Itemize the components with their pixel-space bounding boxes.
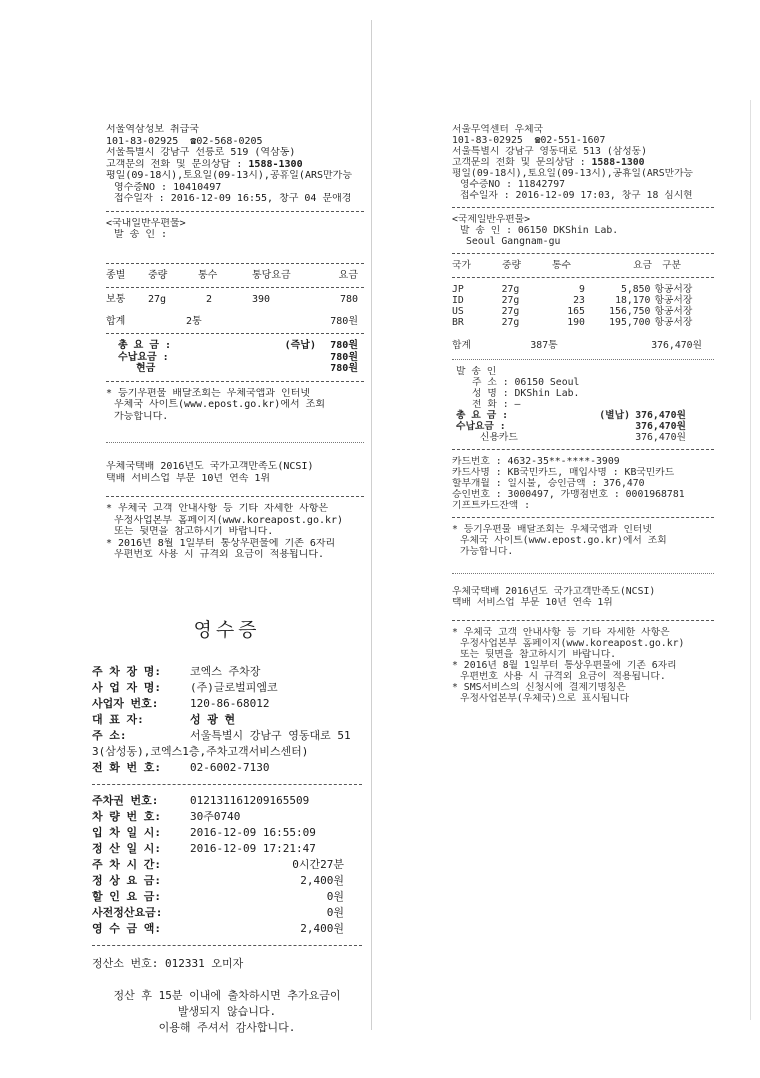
mail-type: <국제일반우편물> bbox=[452, 214, 531, 225]
ncsi-award-text: 택배 서비스업 부문 10년 연속 1위 bbox=[452, 597, 613, 608]
divider bbox=[452, 573, 714, 574]
total-row: 총 요 금 : (별납) 376,470원 bbox=[456, 410, 686, 421]
notice-text: 우체국 사이트(www.epost.go.kr)에서 조회 bbox=[460, 535, 667, 546]
sender-line: 발 송 인 : bbox=[114, 229, 168, 240]
sender-city: Seoul Gangnam-gu bbox=[466, 236, 561, 247]
sender-line: 발 송 인 : 06150 DKShin Lab. bbox=[460, 225, 619, 236]
discount-row: 할 인 요 금: 0원 bbox=[92, 890, 344, 903]
received-row: 수납요금 : 376,470원 bbox=[456, 421, 686, 432]
phone-row: 전 화 번 호: 02-6002-7130 bbox=[92, 761, 270, 774]
notice-text: 정산 후 15분 이내에 출차하시면 추가요금이 bbox=[113, 989, 341, 1002]
notice-text: * 우체국 고객 안내사항 등 기타 자세한 사항은 bbox=[452, 627, 670, 638]
notice-text: 발생되지 않습니다. bbox=[177, 1005, 277, 1018]
receipt-date: 접수일자 : 2016-12-09 17:03, 창구 18 심시현 bbox=[460, 190, 693, 201]
parking-lot-row: 주 차 장 명: 코엑스 주차장 bbox=[92, 665, 261, 678]
office-address: 서울특별시 강남구 선릉로 519 (역삼동) bbox=[106, 147, 296, 158]
sum-row: 합계 2통 780원 bbox=[106, 315, 358, 327]
mail-type: <국내일반우편물> bbox=[106, 217, 186, 229]
entry-time-row: 입 차 일 시: 2016-12-09 16:55:09 bbox=[92, 826, 316, 839]
receipt-number: 영수증NO : 11842797 bbox=[460, 179, 566, 190]
received-row: 수납요금 : 780원 bbox=[118, 351, 358, 363]
divider bbox=[106, 381, 364, 382]
notice-text: * 등기우편물 배달조회는 우체국앱과 인터넷 bbox=[452, 524, 652, 535]
duration-row: 주 차 시 간: 0시간27분 bbox=[92, 858, 344, 871]
notice-text: * 2016년 8월 1일부터 통상우편물에 기존 6자리 bbox=[452, 660, 677, 671]
notice-text: * 우체국 고객 안내사항 등 기타 자세한 사항은 bbox=[106, 503, 329, 514]
notice-text: 또는 뒷면을 참고하시기 바랍니다. bbox=[114, 526, 274, 537]
biz-number-row: 사업자 번호: 120-86-68012 bbox=[92, 697, 270, 710]
divider bbox=[452, 277, 714, 278]
inquiry-line: 고객문의 전화 및 문의상담 : 1588-1300 bbox=[452, 157, 645, 168]
sender-address: 주 소 : 06150 Seoul bbox=[472, 377, 580, 388]
business-hours: 평일(09-18시),토요일(09-13시),공휴일(ARS만가능 bbox=[106, 170, 352, 181]
table-header: 국가 중량 통수 요금 구분 bbox=[452, 260, 681, 271]
ncsi-award-text: 우체국택배 2016년도 국가고객만족도(NCSI) bbox=[106, 461, 314, 472]
total-row: 총 요 금 : (즉납) 780원 bbox=[118, 340, 358, 351]
table-row: US 27g 165 156,750 항공서장 bbox=[452, 306, 693, 317]
approval-number: 승인번호 : 3000497, 가맹점번호 : 0001968781 bbox=[452, 489, 685, 500]
notice-text: 우정사업본부(우체국)으로 표시됩니다 bbox=[460, 693, 630, 704]
international-mail-receipt bbox=[452, 124, 714, 704]
business-number-line: 101-83-02925 ☎02-568-0205 bbox=[106, 135, 263, 147]
company-row: 사 업 자 명: (주)글로벌피엠코 bbox=[92, 681, 278, 694]
installment: 할부개월 : 일시불, 승인금액 : 376,470 bbox=[452, 478, 645, 489]
ncsi-award-text: 택배 서비스업 부문 10년 연속 1위 bbox=[106, 472, 271, 484]
sender-phone: 전 화 : — bbox=[472, 399, 521, 410]
table-header: 종별 중량 통수 통당요금 요금 bbox=[106, 269, 358, 281]
divider bbox=[106, 496, 364, 497]
divider bbox=[452, 359, 714, 360]
cash-row: 현금 780원 bbox=[136, 363, 358, 374]
divider bbox=[452, 620, 714, 621]
divider bbox=[106, 211, 364, 212]
car-number-row: 차 량 번 호: 30주0740 bbox=[92, 810, 241, 823]
notice-text: 가능합니다. bbox=[114, 410, 169, 422]
receipt-edge-line bbox=[750, 100, 751, 1020]
settle-time-row: 정 산 일 시: 2016-12-09 17:21:47 bbox=[92, 842, 316, 855]
table-row: JP 27g 9 5,850 항공서장 bbox=[452, 284, 693, 295]
divider bbox=[452, 253, 714, 254]
divider bbox=[106, 442, 364, 443]
card-row: 신용카드 376,470원 bbox=[480, 432, 686, 443]
receipt-fold-line bbox=[371, 20, 372, 1030]
office-address: 서울특별시 강남구 영동대로 513 (삼성동) bbox=[452, 146, 648, 157]
business-number-line: 101-83-02925 ☎02-551-1607 bbox=[452, 135, 606, 146]
divider bbox=[452, 517, 714, 518]
address-continued: 3(삼성동),코엑스1층,주차고객서비스센터) bbox=[92, 745, 309, 758]
notice-text: 우편번호 사용 시 규격외 요금이 적용됩니다. bbox=[114, 549, 325, 560]
post-office-name: 서울역삼성보 취급국 bbox=[106, 124, 199, 135]
ncsi-award-text: 우체국택배 2016년도 국가고객만족도(NCSI) bbox=[452, 586, 656, 597]
domestic-mail-receipt bbox=[106, 124, 364, 561]
prepaid-row: 사전정산요금: 0원 bbox=[92, 906, 344, 919]
notice-text: * 2016년 8월 1일부터 통상우편물에 기존 6자리 bbox=[106, 537, 336, 549]
notice-text: * 등기우편물 배달조회는 우체국앱과 인터넷 bbox=[106, 387, 310, 399]
table-row: BR 27g 190 195,700 항공서장 bbox=[452, 317, 693, 328]
regular-fee-row: 정 상 요 금: 2,400원 bbox=[92, 874, 344, 887]
sender-name: 성 명 : DKShin Lab. bbox=[472, 388, 580, 399]
notice-text: 우정사업본부 홈페이지(www.koreapost.go.kr) bbox=[460, 638, 685, 649]
business-hours: 평일(09-18시),토요일(09-13시),공휴일(ARS만가능 bbox=[452, 168, 693, 179]
divider bbox=[452, 207, 714, 208]
receipt-title: 영수증 bbox=[193, 619, 261, 641]
sender-heading: 발 송 인 bbox=[456, 366, 497, 377]
notice-text: 이용해 주셔서 감사합니다. bbox=[158, 1021, 296, 1034]
divider bbox=[106, 333, 364, 334]
notice-text: 또는 뒷면을 참고하시기 바랍니다. bbox=[460, 649, 617, 660]
notice-text: * SMS서비스의 신청시에 결제기명칭은 bbox=[452, 682, 626, 693]
notice-text: 우체국 사이트(www.epost.go.kr)에서 조회 bbox=[114, 399, 325, 410]
notice-text: 우정사업본부 홈페이지(www.koreapost.go.kr) bbox=[114, 514, 344, 526]
card-company: 카드사명 : KB국민카드, 매입사명 : KB국민카드 bbox=[452, 467, 675, 478]
card-number: 카드번호 : 4632-35**-****-3909 bbox=[452, 456, 620, 467]
ceo-row: 대 표 자: 성 광 현 bbox=[92, 713, 236, 726]
table-row: 보통 27g 2 390 780 bbox=[106, 294, 358, 305]
receipt-date: 접수일자 : 2016-12-09 16:55, 창구 04 문애경 bbox=[114, 193, 352, 204]
inquiry-line: 고객문의 전화 및 문의상담 : 1588-1300 bbox=[106, 158, 303, 170]
paid-amount-row: 영 수 금 액: 2,400원 bbox=[92, 922, 344, 935]
divider bbox=[452, 449, 714, 450]
notice-text: 가능합니다. bbox=[460, 546, 514, 557]
address-row: 주 소: 서울특별시 강남구 영동대로 51 bbox=[92, 729, 351, 742]
ticket-row: 주차권 번호: 012131161209165509 bbox=[92, 794, 310, 807]
post-office-name: 서울무역센터 우체국 bbox=[452, 124, 544, 135]
notice-text: 우편번호 사용 시 규격외 요금이 적용됩니다. bbox=[460, 671, 666, 682]
receipt-number: 영수증NO : 10410497 bbox=[114, 181, 222, 193]
divider bbox=[92, 784, 362, 785]
divider bbox=[106, 263, 364, 264]
divider bbox=[106, 287, 364, 288]
divider bbox=[92, 945, 362, 946]
sum-row: 합계 387통 376,470원 bbox=[452, 340, 702, 351]
gift-card-balance: 기프트카드잔액 : bbox=[452, 500, 531, 511]
table-row: ID 27g 23 18,170 항공서장 bbox=[452, 295, 693, 306]
booth-row: 정산소 번호: 012331 오미자 bbox=[92, 957, 244, 970]
parking-receipt bbox=[92, 619, 362, 1036]
